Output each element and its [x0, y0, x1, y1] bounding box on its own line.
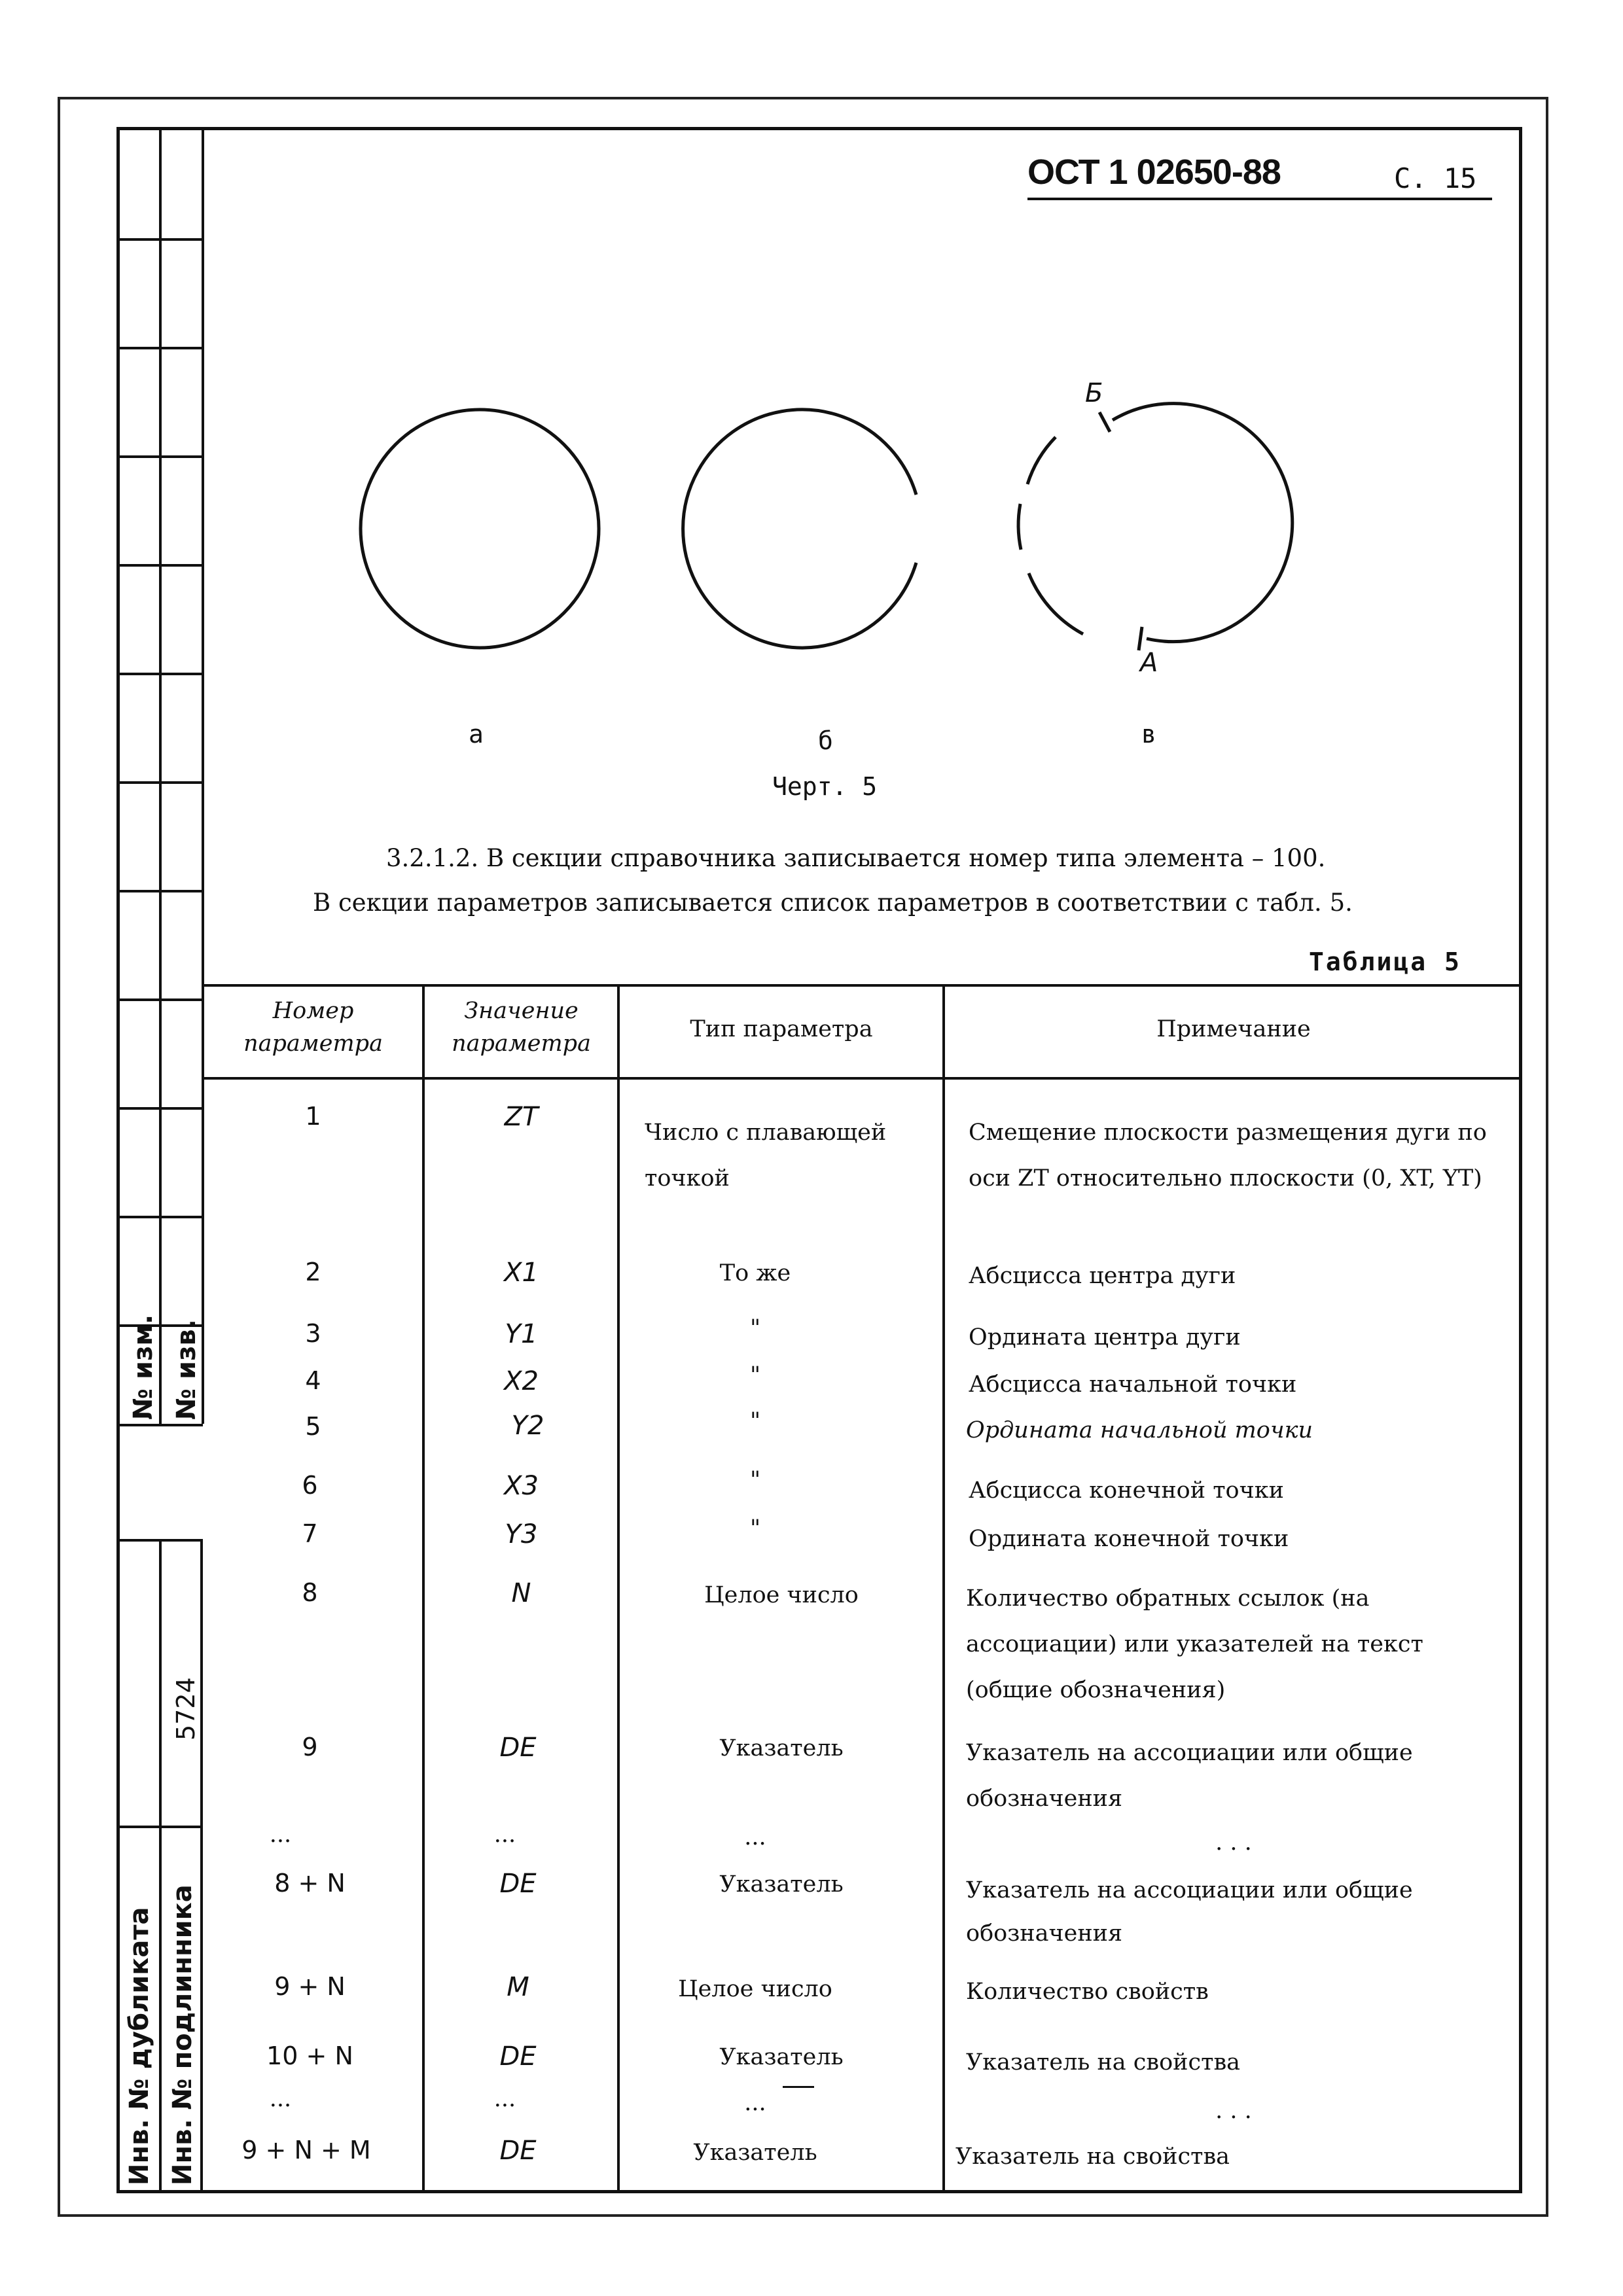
margin-dubl-label: Инв. № дубликата — [124, 1907, 154, 2185]
row-1-type: Число с плавающей точкой — [645, 1120, 887, 1192]
row-11-num: 8 + N — [274, 1869, 346, 1898]
row-7-note: Ордината конечной точки — [969, 1526, 1289, 1552]
row-2-val: X1 — [504, 1258, 539, 1288]
row-12-val: M — [507, 1972, 529, 2002]
row-15-val: DE — [499, 2136, 537, 2166]
row-7-type: " — [749, 1515, 761, 1542]
paragraph-line-1: 3.2.1.2. В секции справочника записывается номер типа элемента – 100. — [386, 844, 1326, 872]
row-15-note: Указатель на свойства — [955, 2144, 1230, 2170]
margin-podl-label: Инв. № подлинника — [168, 1884, 198, 2185]
row-3-val: Y1 — [505, 1319, 538, 1349]
circle-a — [361, 410, 599, 648]
row-13-note: Указатель на свойства — [966, 2049, 1241, 2075]
point-label-a: А — [1140, 648, 1158, 678]
point-b-tick — [1099, 412, 1110, 432]
row-2-type: То же — [719, 1260, 791, 1286]
row-6-val: X3 — [504, 1471, 539, 1501]
header-param-number: Номер параметра — [243, 998, 383, 1057]
row-4-num: 4 — [305, 1366, 321, 1395]
figure-label-a: а — [469, 720, 484, 749]
figure-caption: Черт. 5 — [772, 772, 878, 801]
row-14-note: . . . — [1215, 2098, 1252, 2124]
row-2-note: Абсцисса центра дуги — [969, 1263, 1236, 1289]
circle-c-arc — [1113, 404, 1293, 642]
row-6-note: Абсцисса конечной точки — [969, 1477, 1284, 1504]
margin-izm-label: № изм. — [128, 1314, 158, 1420]
row-4-val: X2 — [504, 1366, 539, 1396]
row-1-val: ZT — [504, 1102, 539, 1132]
row-8-note: Количество обратных ссылок (на ассоциации) или указателей на текст (общие обозначения) — [966, 1585, 1423, 1703]
row-11-val: DE — [499, 1869, 537, 1899]
row-10-type: ... — [744, 1824, 766, 1850]
row-8-num: 8 — [302, 1578, 318, 1607]
header-param-value: Значение параметра — [452, 998, 591, 1057]
circle-b-arc — [683, 410, 916, 648]
circle-c-dash-2 — [1018, 504, 1021, 550]
row-3-type: " — [749, 1315, 761, 1341]
row-8-type: Целое число — [704, 1582, 859, 1608]
row-10-val: ... — [493, 1822, 516, 1848]
row-11-type: Указатель — [719, 1871, 844, 1898]
circle-c-dash-1 — [1027, 437, 1056, 484]
row-13-underline — [783, 2086, 814, 2088]
row-15-type: Указатель — [693, 2140, 817, 2166]
row-7-val: Y3 — [505, 1519, 538, 1549]
row-1-num: 1 — [305, 1102, 321, 1131]
row-14-val: ... — [493, 2086, 516, 2112]
margin-podl-number: 5724 — [171, 1677, 200, 1740]
row-3-note: Ордината центра дуги — [969, 1324, 1241, 1351]
row-9-val: DE — [499, 1733, 537, 1763]
header-underline — [1027, 198, 1492, 200]
row-11-note: Указатель на ассоциации или общие обозначения — [966, 1877, 1413, 1947]
row-9-note: Указатель на ассоциации или общие обозначения — [966, 1740, 1413, 1812]
point-a-tick — [1139, 627, 1142, 650]
figure-circles — [327, 366, 1309, 733]
row-6-num: 6 — [302, 1471, 318, 1500]
header-note: Примечание — [1156, 1016, 1311, 1042]
row-13-type: Указатель — [719, 2044, 844, 2070]
figure-label-b: б — [818, 726, 833, 755]
row-6-type: " — [749, 1467, 761, 1493]
row-13-num: 10 + N — [266, 2041, 353, 2070]
row-12-type: Целое число — [678, 1976, 832, 2002]
circle-c-dash-3 — [1029, 573, 1083, 634]
row-9-num: 9 — [302, 1733, 318, 1761]
header-param-type: Тип параметра — [690, 1016, 873, 1042]
row-1-note: Смещение плоскости размещения дуги по оси ZT относительно плоскости (0, XT, YT) — [969, 1120, 1487, 1192]
row-5-type: " — [749, 1408, 761, 1434]
row-5-val: Y2 — [511, 1411, 544, 1441]
row-3-num: 3 — [305, 1319, 321, 1348]
row-2-num: 2 — [305, 1258, 321, 1286]
row-5-num: 5 — [305, 1412, 321, 1441]
row-4-note: Абсцисса начальной точки — [969, 1371, 1297, 1398]
row-15-num: 9 + N + M — [241, 2136, 371, 2164]
row-10-num: ... — [269, 1822, 292, 1848]
figure-label-v: в — [1141, 720, 1156, 749]
row-10-note: . . . — [1215, 1829, 1252, 1856]
row-9-type: Указатель — [719, 1735, 844, 1761]
document-code: ОСТ 1 02650-88 — [1027, 152, 1281, 192]
margin-izv-label: № изв. — [171, 1319, 202, 1420]
row-8-val: N — [511, 1578, 531, 1608]
row-14-type: ... — [744, 2090, 766, 2116]
point-label-b: Б — [1085, 378, 1103, 408]
table-title: Таблица 5 — [1309, 947, 1461, 976]
row-13-val: DE — [499, 2041, 537, 2072]
row-7-num: 7 — [302, 1519, 318, 1548]
row-12-note: Количество свойств — [966, 1979, 1209, 2005]
row-12-num: 9 + N — [274, 1972, 346, 2001]
row-14-num: ... — [269, 2086, 292, 2112]
page-number: С. 15 — [1394, 162, 1477, 194]
paragraph-line-2: В секции параметров записывается список параметров в соответствии с табл. 5. — [313, 889, 1353, 917]
row-4-type: " — [749, 1362, 761, 1388]
row-5-note: Ордината начальной точки — [966, 1417, 1313, 1443]
